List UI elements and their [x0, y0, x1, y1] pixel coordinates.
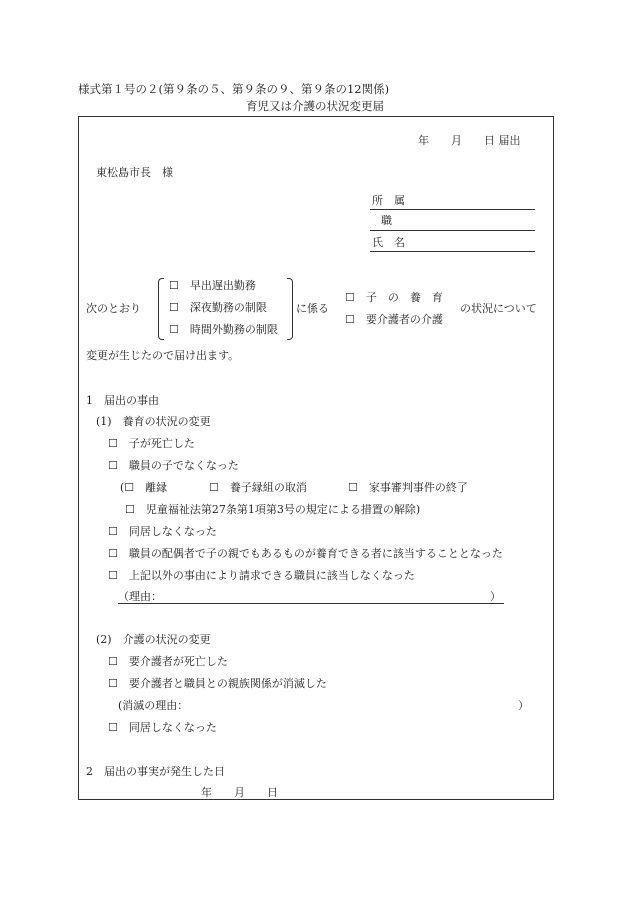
name-label: 氏 名: [372, 236, 405, 249]
affiliation-field[interactable]: [370, 209, 535, 210]
item-other-reason[interactable]: ☐ 上記以外の事由により請求できる職員に該当しなくなった: [108, 569, 415, 582]
position-label: 職: [381, 214, 392, 227]
reason-field[interactable]: [118, 603, 504, 604]
item-relation-ended[interactable]: ☐ 要介護者と職員との親族関係が消滅した: [108, 677, 327, 690]
section2-heading: 2 届出の事実が発生した日: [86, 765, 225, 778]
item-care-recipient-died[interactable]: ☐ 要介護者が死亡した: [108, 655, 228, 668]
right-bracket: [287, 278, 293, 340]
item-no-cohabit[interactable]: ☐ 同居しなくなった: [108, 525, 217, 538]
left-bracket: [158, 278, 164, 340]
item-no-longer-child[interactable]: ☐ 職員の子でなくなった: [108, 459, 239, 472]
option-early-late[interactable]: ☐ 早出遅出勤務: [169, 279, 256, 292]
option-night-limit[interactable]: ☐ 深夜勤務の制限: [169, 301, 267, 314]
item-care-no-cohabit[interactable]: ☐ 同居しなくなった: [108, 721, 217, 734]
occurrence-date[interactable]: 年 月 日: [201, 786, 278, 799]
item-spouse-can-raise[interactable]: ☐ 職員の配偶者で子の親でもあるものが養育できる者に該当することとなった: [108, 547, 503, 560]
extinct-reason-close: ）: [518, 699, 529, 712]
item-child-died[interactable]: ☐ 子が死亡した: [108, 437, 195, 450]
intro-prefix: 次のとおり: [86, 302, 141, 315]
item-dissolution[interactable]: (☐ 離縁: [120, 481, 168, 494]
form-number: 様式第１号の２(第９条の５、第９条の９、第９条の12関係): [78, 82, 390, 96]
addressee: 東松島市長 様: [96, 166, 173, 179]
submission-date-line: 年 月 日 届出: [418, 134, 521, 147]
section1-sub2-heading: (2) 介護の状況の変更: [96, 633, 211, 646]
name-field[interactable]: [370, 251, 535, 252]
section1-sub1-heading: (1) 養育の状況の変更: [96, 415, 211, 428]
reason-close: ）: [490, 590, 501, 603]
form-frame: [78, 116, 554, 800]
form-title: 育児又は介護の状況変更届: [246, 99, 384, 113]
option-child-raising[interactable]: ☐ 子 の 養 育: [345, 291, 443, 304]
option-nursing-care[interactable]: ☐ 要介護者の介護: [345, 313, 443, 326]
extinct-reason-label: (消滅の理由：: [118, 699, 189, 712]
item-family-court[interactable]: ☐ 家事審判事件の終了: [348, 481, 468, 494]
intro-closing: 変更が生じたので届け出ます。: [86, 349, 240, 362]
affiliation-label: 所 属: [372, 194, 405, 207]
position-field[interactable]: [370, 230, 535, 231]
item-welfare-law[interactable]: ☐ 児童福祉法第27条第1項第3号の規定による措置の解除): [125, 503, 421, 516]
intro-relates: に係る: [296, 302, 329, 315]
section1-heading: 1 届出の事由: [86, 394, 159, 407]
reason-label: （理由：: [118, 590, 162, 603]
item-adoption-cancel[interactable]: ☐ 養子縁組の取消: [209, 481, 307, 494]
intro-suffix: の状況について: [460, 302, 537, 315]
option-overtime-limit[interactable]: ☐ 時間外勤務の制限: [169, 323, 278, 336]
